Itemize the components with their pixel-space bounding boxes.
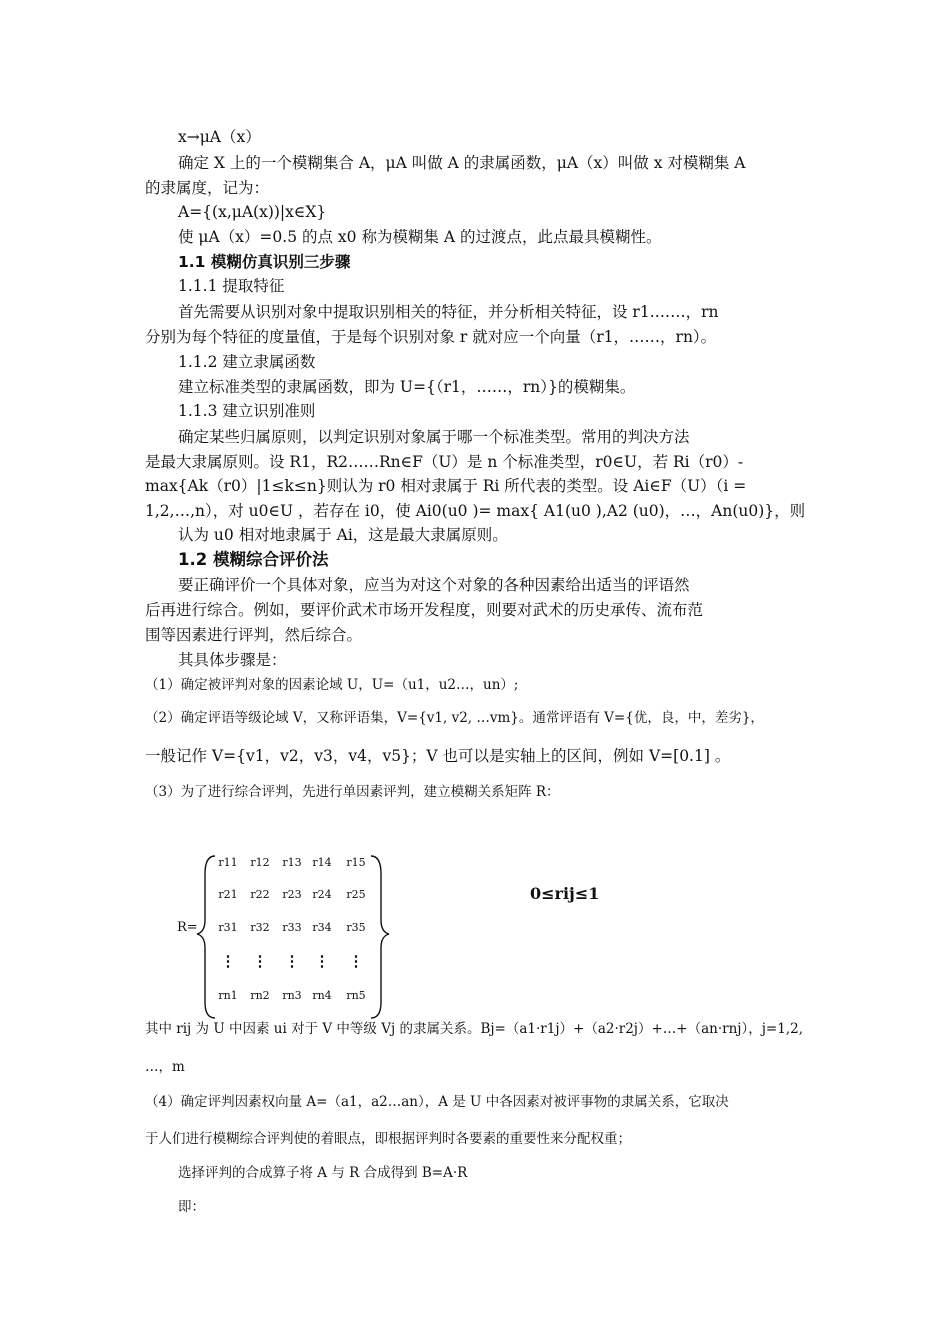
step-line: （4）确定评判因素权向量 A=（a1，a2…an），A 是 U 中各因素对被评事物的隶属关系，它取决 xyxy=(145,1094,729,1110)
subsection-heading: 1.1.3 建立识别准则 xyxy=(178,402,316,420)
matrix-cell: r15 xyxy=(346,856,366,869)
text-line: 确定某些归属原则，以判定识别对象属于哪一个标准类型。常用的判决方法 xyxy=(178,428,690,446)
matrix-cell: r22 xyxy=(250,888,270,901)
text-line: 要正确评价一个具体对象，应当为对这个对象的各种因素给出适当的评语然 xyxy=(178,576,690,594)
matrix-cell: r14 xyxy=(312,856,332,869)
text-line: 选择评判的合成算子将 A 与 R 合成得到 B=A·R xyxy=(178,1165,468,1181)
matrix-cell: r11 xyxy=(218,856,238,869)
text-line: …，m xyxy=(145,1059,185,1075)
section-heading: 1.2 模糊综合评价法 xyxy=(178,550,329,569)
matrix-label: R= xyxy=(177,920,198,935)
matrix-cell: r21 xyxy=(218,888,238,901)
text-line: 即： xyxy=(178,1199,205,1215)
text-line: 其具体步骤是： xyxy=(178,651,287,669)
matrix-cell: rn3 xyxy=(282,989,302,1002)
matrix-cell: rn4 xyxy=(312,989,332,1002)
matrix-cell: r32 xyxy=(250,921,270,934)
fuzzy-relation-matrix xyxy=(175,852,395,1022)
matrix-cell: rn5 xyxy=(346,989,366,1002)
matrix-cell: r34 xyxy=(312,921,332,934)
text-line: x→μA（x） xyxy=(178,128,261,146)
matrix-cell: ⋮ xyxy=(348,952,364,970)
text-line: 建立标准类型的隶属函数，即为 U={（r1，……，rn）}的模糊集。 xyxy=(178,378,636,396)
text-line: 是最大隶属原则。设 R1，R2……Rn∈F（U）是 n 个标准类型，r0∈U，若 Ri（r0）- xyxy=(145,453,744,471)
matrix-cell: r35 xyxy=(346,921,366,934)
matrix-cell: rn1 xyxy=(218,989,238,1002)
text-line: 的隶属度，记为： xyxy=(145,179,270,197)
text-line: 使 μA（x）=0.5 的点 x0 称为模糊集 A 的过渡点，此点最具模糊性。 xyxy=(178,228,662,246)
matrix-cell: ⋮ xyxy=(252,952,268,970)
matrix-cell: r12 xyxy=(250,856,270,869)
matrix-cell: r23 xyxy=(282,888,302,901)
section-heading: 1.1 模糊仿真识别三步骤 xyxy=(178,253,351,271)
formula-line: A={(x,μA(x))|x∈X} xyxy=(178,203,327,221)
text-line: 其中 rij 为 U 中因素 ui 对于 V 中等级 Vj 的隶属关系。Bj=（a1·r1j）+（a2·r2j）+…+（an·rnj），j=1,2, xyxy=(145,1021,803,1037)
text-line: 分别为每个特征的度量值，于是每个识别对象 r 就对应一个向量（r1，……，rn）。 xyxy=(145,328,717,346)
text-line: 一般记作 V={v1，v2，v3，v4，v5}；V 也可以是实轴上的区间，例如 V=[0.1] 。 xyxy=(145,747,731,765)
text-line: 于人们进行模糊综合评判使的着眼点，即根据评判时各要素的重要性来分配权重； xyxy=(145,1131,631,1147)
text-line: 确定 X 上的一个模糊集合 A，μA 叫做 A 的隶属函数，μA（x）叫做 x 对模糊集 A xyxy=(178,154,746,172)
text-line: max{Ak（r0）|1≤k≤n}则认为 r0 相对隶属于 Ri 所代表的类型。设 Ai∈F（U）（i = xyxy=(145,477,747,495)
step-line: （3）为了进行综合评判，先进行单因素评判，建立模糊关系矩阵 R： xyxy=(145,784,560,800)
matrix-cell: rn2 xyxy=(250,989,270,1002)
matrix-cell: ⋮ xyxy=(284,952,300,970)
matrix-cell: r33 xyxy=(282,921,302,934)
matrix-cell: r25 xyxy=(346,888,366,901)
subsection-heading: 1.1.1 提取特征 xyxy=(178,277,285,295)
step-line: （1）确定被评判对象的因素论域 U，U=（u1，u2…，un）; xyxy=(145,677,519,693)
matrix-cell: r24 xyxy=(312,888,332,901)
text-line: 围等因素进行评判，然后综合。 xyxy=(145,626,363,644)
subsection-heading: 1.1.2 建立隶属函数 xyxy=(178,353,316,371)
matrix-cell: r31 xyxy=(218,921,238,934)
text-line: 首先需要从识别对象中提取识别相关的特征，并分析相关特征，设 r1.……，rn xyxy=(178,303,719,321)
matrix-cell: ⋮ xyxy=(220,952,236,970)
text-line: 1,2,…,n），对 u0∈U ，若存在 i0，使 Ai0(u0 )= max{ A1(u0 ),A2 (u0)，…，An(u0)}，则 xyxy=(145,502,806,520)
step-line: （2）确定评语等级论域 V，又称评语集，V={v1, v2, …vm}。通常评语有 V={优，良，中，差劣}， xyxy=(145,710,764,726)
text-line: 后再进行综合。例如，要评价武术市场开发程度，则要对武术的历史承传、流布范 xyxy=(145,601,704,619)
matrix-cell: ⋮ xyxy=(314,952,330,970)
text-line: 认为 u0 相对地隶属于 Ai，这是最大隶属原则。 xyxy=(178,526,508,544)
matrix-cell: r13 xyxy=(282,856,302,869)
matrix-condition: 0≤rij≤1 xyxy=(530,884,600,903)
